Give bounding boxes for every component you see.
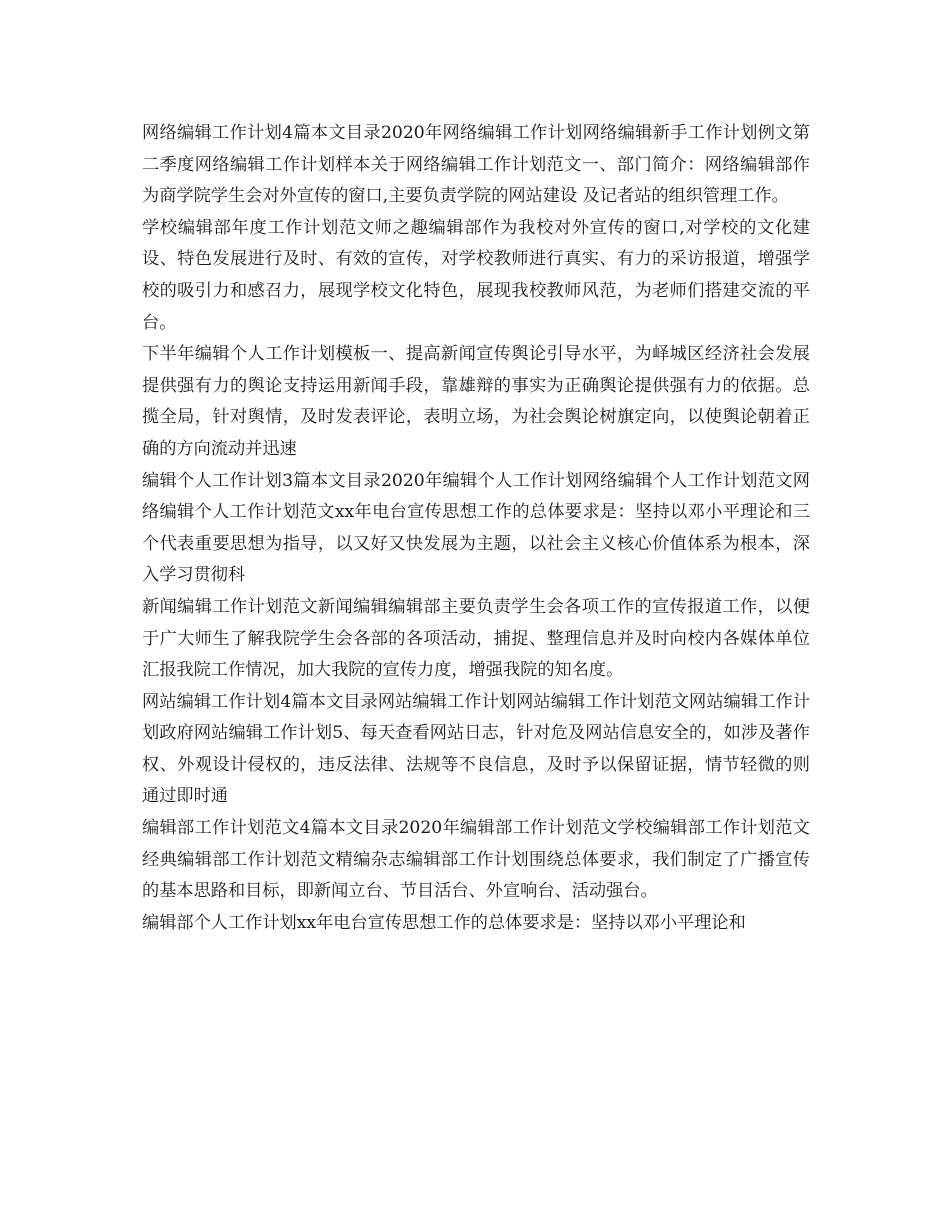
paragraph-second-half-plan: 下半年编辑个人工作计划模板一、提高新闻宣传舆论引导水平，为峄城区经济社会发展提供强有力的舆论支持运用新闻手段，靠雄辩的事实为正确舆论提供强有力的依据。总揽全局，针对舆情，及时发表评论，表明立场，为社会舆论树旗定向，以使舆论朝着正确的方向流动并迅速 [142, 344, 810, 459]
paragraph-website-editing-plan: 网站编辑工作计划4篇本文目录网站编辑工作计划网站编辑工作计划范文网站编辑工作计划政府网站编辑工作计划5、每天查看网站日志，针对危及网站信息安全的，如涉及著作权、外观设计侵权的，违反法律、法规等不良信息，及时予以保留证据，情节轻微的则通过即时通 [142, 691, 810, 807]
paragraph-personal-plan: 编辑个人工作计划3篇本文目录2020年编辑个人工作计划网络编辑个人工作计划范文网络编辑个人工作计划范文xx年电台宣传思想工作的总体要求是：坚持以邓小平理论和三个代表重要思想为指导，以又好又快发展为主题，以社会主义核心价值体系为根本，深入学习贯彻科 [142, 470, 810, 586]
paragraph-news-editing-plan: 新闻编辑工作计划范文新闻编辑编辑部主要负责学生会各项工作的宣传报道工作，以便于广大师生了解我院学生会各部的各项活动，捕捉、整理信息并及时向校内各媒体单位汇报我院工作情况，加大我院的宣传力度，增强我院的知名度。 [142, 596, 810, 681]
paragraph-school-editing-plan: 学校编辑部年度工作计划范文师之趣编辑部作为我校对外宣传的窗口,对学校的文化建设、特色发展进行及时、有效的宣传，对学校教师进行真实、有力的采访报道，增强学校的吸引力和感召力，展现学校文化特色，展现我校教师风范，为老师们搭建交流的平台。 [142, 217, 810, 333]
paragraph-network-editing-plan: 网络编辑工作计划4篇本文目录2020年网络编辑工作计划网络编辑新手工作计划例文第二季度网络编辑工作计划样本关于网络编辑工作计划范文一、部门简介：网络编辑部作为商学院学生会对外宣传的窗口,主要负责学院的网站建设 及记者站的组织管理工作。 [142, 123, 810, 207]
paragraph-editorial-dept-plan: 编辑部工作计划范文4篇本文目录2020年编辑部工作计划范文学校编辑部工作计划范文经典编辑部工作计划范文精编杂志编辑部工作计划围绕总体要求，我们制定了广播宣传的基本思路和目标，即新闻立台、节目活台、外宣响台、活动强台。 [142, 818, 810, 902]
paragraph-editorial-personal-plan: 编辑部个人工作计划xx年电台宣传思想工作的总体要求是：坚持以邓小平理论和 [142, 912, 746, 933]
document-body [142, 118, 810, 939]
